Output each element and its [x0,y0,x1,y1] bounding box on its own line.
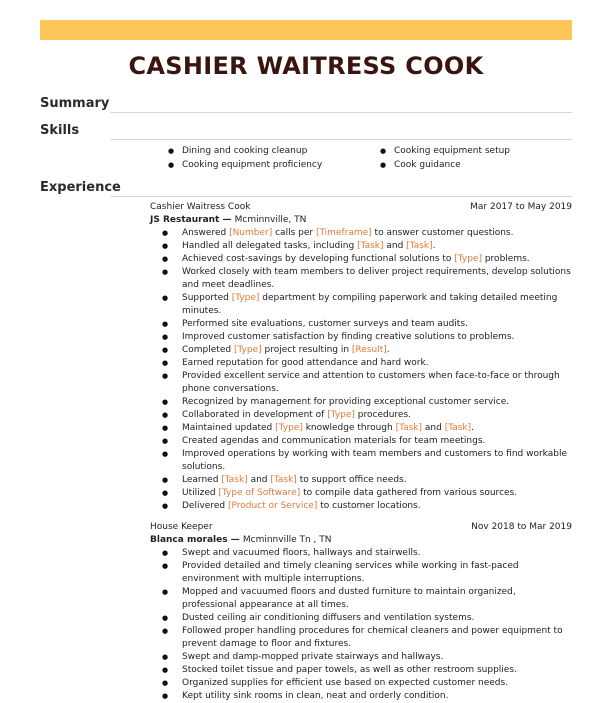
job-bullet: ● Performed site evaluations, customer surveys and team audits. [182,318,572,331]
job-bullet: ● Provided detailed and timely cleaning services while working in fast-paced environment with multiple interruptions. [182,560,572,586]
experience-divider [110,196,572,197]
job-company: Blanca morales [150,535,228,545]
skill-item: ● Cooking equipment setup [380,145,572,158]
job-company: JS Restaurant [150,215,220,225]
job-bullet: ● Worked closely with team members to deliver project requirements, develop solutions and meet deadlines. [182,266,572,292]
job-bullet: ● Created agendas and communication materials for team meetings. [182,435,572,448]
job-title: House Keeper [150,522,213,532]
job-bullet: ● Swept and vacuumed floors, hallways and stairwells. [182,547,572,560]
experience-section [40,180,572,195]
summary-section [40,96,572,111]
job-location: Mcminnville, TN [234,215,307,225]
skill-item: ● Dining and cooking cleanup [168,145,380,158]
job-bullet: ● Earned reputation for good attendance and hard work. [182,357,572,370]
job-location: Mcminnville Tn , TN [242,535,332,545]
job-bullet: ● Recognized by management for providing exceptional customer service. [182,396,572,409]
job-dates: Nov 2018 to Mar 2019 [471,522,572,532]
experience-heading: Experience [40,180,121,195]
job-company-line: Blanca morales — Mcminnville Tn , TN [150,535,332,545]
skill-item: ● Cooking equipment proficiency [168,159,380,172]
job-bullet: ● Answered [Number] calls per [Timeframe] to answer customer questions. [182,227,572,240]
header-accent-bar [40,20,572,40]
resume-name: CASHIER WAITRESS COOK [128,52,484,80]
job-bullet: ● Maintained updated [Type] knowledge through [Task] and [Task]. [182,422,572,435]
job-bullet: ● Improved operations by working with team members and customers to find workable solutions. [182,448,572,474]
skills-heading: Skills [40,123,80,138]
job-bullets [150,227,572,513]
skills-section [40,123,572,138]
job-dates: Mar 2017 to May 2019 [470,202,572,212]
job-bullet: ● Swept and damp-mopped private stairways and hallways. [182,651,572,664]
job-bullet: ● Dusted ceiling air conditioning diffusers and ventilation systems. [182,612,572,625]
job-bullet: ● Handled all delegated tasks, including [Task] and [Task]. [182,240,572,253]
job-bullet: ● Stocked toilet tissue and paper towels, as well as other restroom supplies. [182,664,572,677]
job-bullet: ● Followed proper handling procedures for chemical cleaners and power equipment to prevent damage to floor and fixtures. [182,625,572,651]
summary-divider [110,112,572,113]
job-bullet: ● Delivered [Product or Service] to customer locations. [182,500,572,513]
skills-list [168,145,572,172]
job-title: Cashier Waitress Cook [150,202,251,212]
job-bullet: ● Provided excellent service and attention to customers when face-to-face or through phone conversations. [182,370,572,396]
job-bullet: ● Supported [Type] department by compiling paperwork and taking detailed meeting minutes. [182,292,572,318]
skill-item: ● Cook guidance [380,159,572,172]
job-bullet: ● Improved customer satisfaction by finding creative solutions to problems. [182,331,572,344]
job-bullet: ● Achieved cost-savings by developing functional solutions to [Type] problems. [182,253,572,266]
job-company-line: JS Restaurant — Mcminnville, TN [150,215,307,225]
job-bullet: ● Completed [Type] project resulting in [Result]. [182,344,572,357]
job-bullet: ● Mopped and vacuumed floors and dusted furniture to maintain organized, professional appearance at all times. [182,586,572,612]
summary-heading: Summary [40,96,110,111]
job-bullet: ● Organized supplies for efficient use based on expected customer needs. [182,677,572,690]
skills-divider [110,139,572,140]
job-entry [150,521,572,703]
job-bullets [150,547,572,703]
job-bullet: ● Learned [Task] and [Task] to support office needs. [182,474,572,487]
job-bullet: ● Utilized [Type of Software] to compile data gathered from various sources. [182,487,572,500]
job-entry [150,201,572,513]
job-bullet: ● Kept utility sink rooms in clean, neat and orderly condition. [182,690,572,703]
job-bullet: ● Collaborated in development of [Type] procedures. [182,409,572,422]
